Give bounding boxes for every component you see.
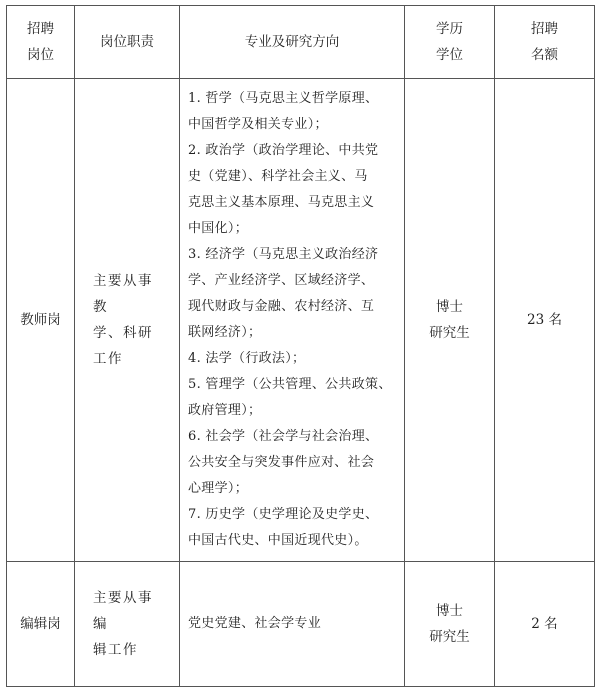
- recruitment-table: [6, 5, 595, 687]
- table-row: [7, 562, 595, 687]
- header-quota: 招聘 名额: [495, 6, 595, 79]
- cell-position: 编辑岗: [7, 562, 75, 687]
- major-line: 1. 哲学（马克思主义哲学原理、: [188, 91, 379, 106]
- major-line: 政府管理）；: [188, 403, 262, 418]
- cell-quota: 23 名: [495, 79, 595, 562]
- major-line: 克思主义基本原理、马克思主义: [188, 195, 375, 210]
- major-line: 学、产业经济学、区域经济学、: [188, 273, 375, 288]
- cell-quota: 2 名: [495, 562, 595, 687]
- header-major: 专业及研究方向: [180, 6, 405, 79]
- major-line: 中国哲学及相关专业）；: [188, 117, 328, 132]
- cell-duty: 主要从事教 学、科研工作: [75, 79, 180, 562]
- major-line: 6. 社会学（社会学与社会治理、: [188, 429, 379, 444]
- major-line: 现代财政与金融、农村经济、互: [188, 299, 375, 314]
- major-line: 公共安全与突发事件应对、社会: [188, 455, 375, 470]
- major-line: 7. 历史学（史学理论及史学史、: [188, 507, 379, 522]
- header-degree: 学历 学位: [405, 6, 495, 79]
- table-row: [7, 79, 595, 562]
- major-line: 史（党建）、科学社会主义、马: [188, 169, 368, 184]
- header-row: [7, 6, 595, 79]
- major-line: 党史党建、社会学专业: [188, 616, 322, 631]
- cell-degree: 博士 研究生: [405, 562, 495, 687]
- header-position: 招聘 岗位: [7, 6, 75, 79]
- major-line: 心理学）；: [188, 481, 249, 496]
- cell-duty: 主要从事编 辑工作: [75, 562, 180, 687]
- cell-position: 教师岗: [7, 79, 75, 562]
- major-line: 中国古代史、中国近现代史）。: [188, 533, 368, 548]
- major-line: 联网经济）；: [188, 325, 262, 340]
- cell-degree: 博士 研究生: [405, 79, 495, 562]
- major-line: 4. 法学（行政法）；: [188, 351, 306, 366]
- major-line: 2. 政治学（政治学理论、中共党: [188, 143, 379, 158]
- header-duty: 岗位职责: [75, 6, 180, 79]
- major-line: 3. 经济学（马克思主义政治经济: [188, 247, 379, 262]
- major-line: 5. 管理学（公共管理、公共政策、: [188, 377, 392, 392]
- cell-majors: [180, 562, 405, 687]
- cell-majors: [180, 79, 405, 562]
- major-line: 中国化）；: [188, 221, 249, 236]
